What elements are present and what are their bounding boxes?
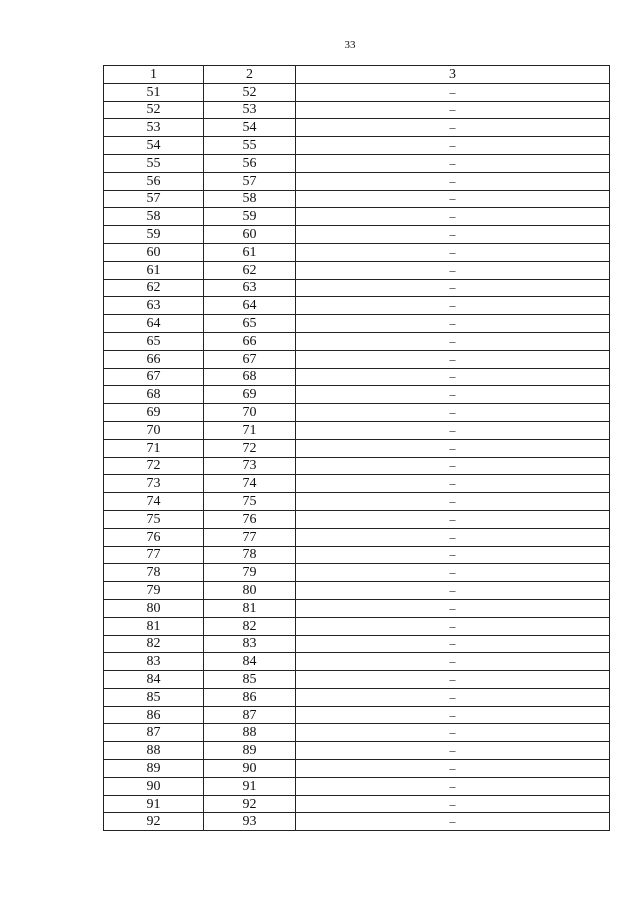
table-cell-col-3: – xyxy=(296,671,610,689)
column-header-3: 3 xyxy=(296,66,610,84)
table-cell-col-1: 83 xyxy=(104,653,204,671)
table-cell-col-3: – xyxy=(296,154,610,172)
table-row xyxy=(104,706,610,724)
table-cell-col-3: – xyxy=(296,404,610,422)
table-row xyxy=(104,190,610,208)
table-cell-col-2: 73 xyxy=(204,457,296,475)
table-cell-col-2: 87 xyxy=(204,706,296,724)
table-row xyxy=(104,635,610,653)
table-row xyxy=(104,653,610,671)
table-cell-col-3: – xyxy=(296,119,610,137)
table-row xyxy=(104,510,610,528)
table-row xyxy=(104,795,610,813)
column-header-1: 1 xyxy=(104,66,204,84)
table-cell-col-3: – xyxy=(296,688,610,706)
table-cell-col-1: 71 xyxy=(104,439,204,457)
table-cell-col-2: 63 xyxy=(204,279,296,297)
table-cell-col-3: – xyxy=(296,475,610,493)
table-header-row xyxy=(104,66,610,84)
table-cell-col-3: – xyxy=(296,599,610,617)
table-cell-col-2: 52 xyxy=(204,83,296,101)
table-cell-col-3: – xyxy=(296,172,610,190)
table-row xyxy=(104,564,610,582)
table-cell-col-2: 64 xyxy=(204,297,296,315)
table-row xyxy=(104,350,610,368)
table-cell-col-3: – xyxy=(296,813,610,831)
table-cell-col-1: 88 xyxy=(104,742,204,760)
table-cell-col-2: 89 xyxy=(204,742,296,760)
table-row xyxy=(104,813,610,831)
table-cell-col-3: – xyxy=(296,297,610,315)
table-cell-col-1: 92 xyxy=(104,813,204,831)
table-cell-col-2: 76 xyxy=(204,510,296,528)
table-cell-col-1: 73 xyxy=(104,475,204,493)
table-row xyxy=(104,404,610,422)
table-cell-col-2: 84 xyxy=(204,653,296,671)
table-cell-col-2: 70 xyxy=(204,404,296,422)
table-cell-col-1: 67 xyxy=(104,368,204,386)
table-cell-col-3: – xyxy=(296,208,610,226)
table-cell-col-3: – xyxy=(296,137,610,155)
page-number: 33 xyxy=(344,39,356,51)
table-cell-col-3: – xyxy=(296,653,610,671)
table-cell-col-1: 59 xyxy=(104,226,204,244)
table-cell-col-1: 74 xyxy=(104,493,204,511)
table-cell-col-3: – xyxy=(296,439,610,457)
table-cell-col-1: 57 xyxy=(104,190,204,208)
table-cell-col-1: 51 xyxy=(104,83,204,101)
table-cell-col-1: 81 xyxy=(104,617,204,635)
table-cell-col-3: – xyxy=(296,279,610,297)
table-cell-col-2: 86 xyxy=(204,688,296,706)
table-cell-col-2: 88 xyxy=(204,724,296,742)
table-row xyxy=(104,137,610,155)
table-row xyxy=(104,599,610,617)
table-row xyxy=(104,208,610,226)
table-cell-col-1: 55 xyxy=(104,154,204,172)
table-cell-col-2: 83 xyxy=(204,635,296,653)
table-cell-col-1: 69 xyxy=(104,404,204,422)
column-header-2: 2 xyxy=(204,66,296,84)
table-cell-col-2: 75 xyxy=(204,493,296,511)
table-row xyxy=(104,742,610,760)
table-cell-col-1: 56 xyxy=(104,172,204,190)
table-cell-col-1: 58 xyxy=(104,208,204,226)
table-cell-col-2: 60 xyxy=(204,226,296,244)
table-cell-col-2: 90 xyxy=(204,760,296,778)
table-row xyxy=(104,297,610,315)
table-cell-col-3: – xyxy=(296,226,610,244)
table-cell-col-3: – xyxy=(296,243,610,261)
table-cell-col-1: 62 xyxy=(104,279,204,297)
table-row xyxy=(104,421,610,439)
table-cell-col-2: 79 xyxy=(204,564,296,582)
table-cell-col-1: 75 xyxy=(104,510,204,528)
table-row xyxy=(104,243,610,261)
table-row xyxy=(104,582,610,600)
table-cell-col-3: – xyxy=(296,101,610,119)
table-row xyxy=(104,332,610,350)
table-cell-col-2: 59 xyxy=(204,208,296,226)
table-cell-col-2: 80 xyxy=(204,582,296,600)
table-row xyxy=(104,386,610,404)
table-cell-col-2: 61 xyxy=(204,243,296,261)
table-cell-col-2: 85 xyxy=(204,671,296,689)
table-cell-col-3: – xyxy=(296,546,610,564)
table-cell-col-3: – xyxy=(296,368,610,386)
table-cell-col-1: 61 xyxy=(104,261,204,279)
table-cell-col-1: 60 xyxy=(104,243,204,261)
table-cell-col-1: 65 xyxy=(104,332,204,350)
table-row xyxy=(104,368,610,386)
table-cell-col-1: 84 xyxy=(104,671,204,689)
table-cell-col-3: – xyxy=(296,421,610,439)
table-cell-col-3: – xyxy=(296,742,610,760)
table-cell-col-1: 70 xyxy=(104,421,204,439)
table-cell-col-2: 72 xyxy=(204,439,296,457)
table-cell-col-1: 52 xyxy=(104,101,204,119)
table-row xyxy=(104,760,610,778)
table-cell-col-2: 78 xyxy=(204,546,296,564)
table-cell-col-2: 55 xyxy=(204,137,296,155)
table-cell-col-2: 66 xyxy=(204,332,296,350)
table-cell-col-2: 57 xyxy=(204,172,296,190)
table-cell-col-2: 91 xyxy=(204,777,296,795)
table-row xyxy=(104,546,610,564)
table-cell-col-2: 68 xyxy=(204,368,296,386)
table-cell-col-2: 93 xyxy=(204,813,296,831)
table-cell-col-2: 56 xyxy=(204,154,296,172)
table-cell-col-2: 74 xyxy=(204,475,296,493)
table-cell-col-3: – xyxy=(296,635,610,653)
table-cell-col-1: 76 xyxy=(104,528,204,546)
table-cell-col-2: 65 xyxy=(204,315,296,333)
table-cell-col-1: 82 xyxy=(104,635,204,653)
table-row xyxy=(104,777,610,795)
table-row xyxy=(104,688,610,706)
table-cell-col-1: 68 xyxy=(104,386,204,404)
table-cell-col-2: 53 xyxy=(204,101,296,119)
table-row xyxy=(104,671,610,689)
table-cell-col-1: 78 xyxy=(104,564,204,582)
table-cell-col-2: 54 xyxy=(204,119,296,137)
table-cell-col-1: 77 xyxy=(104,546,204,564)
table-cell-col-1: 87 xyxy=(104,724,204,742)
table-cell-col-1: 91 xyxy=(104,795,204,813)
table-cell-col-3: – xyxy=(296,777,610,795)
table-cell-col-2: 58 xyxy=(204,190,296,208)
table-cell-col-1: 80 xyxy=(104,599,204,617)
table-cell-col-3: – xyxy=(296,315,610,333)
table-cell-col-1: 79 xyxy=(104,582,204,600)
table-cell-col-3: – xyxy=(296,617,610,635)
table-cell-col-2: 67 xyxy=(204,350,296,368)
table-cell-col-2: 92 xyxy=(204,795,296,813)
table-cell-col-1: 54 xyxy=(104,137,204,155)
table-row xyxy=(104,279,610,297)
table-cell-col-3: – xyxy=(296,190,610,208)
table-cell-col-1: 86 xyxy=(104,706,204,724)
table-cell-col-3: – xyxy=(296,350,610,368)
table-row xyxy=(104,439,610,457)
table-cell-col-3: – xyxy=(296,564,610,582)
table-cell-col-1: 72 xyxy=(104,457,204,475)
table-cell-col-3: – xyxy=(296,332,610,350)
table-row xyxy=(104,226,610,244)
table-cell-col-1: 64 xyxy=(104,315,204,333)
table-cell-col-1: 53 xyxy=(104,119,204,137)
table-row xyxy=(104,119,610,137)
table-row xyxy=(104,101,610,119)
table-row xyxy=(104,724,610,742)
table-cell-col-3: – xyxy=(296,510,610,528)
table-cell-col-1: 66 xyxy=(104,350,204,368)
table-row xyxy=(104,83,610,101)
table-cell-col-1: 90 xyxy=(104,777,204,795)
table-row xyxy=(104,172,610,190)
table-row xyxy=(104,475,610,493)
table-row xyxy=(104,528,610,546)
table-cell-col-3: – xyxy=(296,457,610,475)
table-cell-col-3: – xyxy=(296,83,610,101)
table-cell-col-1: 85 xyxy=(104,688,204,706)
table-cell-col-3: – xyxy=(296,582,610,600)
table-cell-col-3: – xyxy=(296,706,610,724)
table-cell-col-3: – xyxy=(296,528,610,546)
table-row xyxy=(104,457,610,475)
table-cell-col-3: – xyxy=(296,386,610,404)
table-cell-col-1: 89 xyxy=(104,760,204,778)
table-cell-col-3: – xyxy=(296,795,610,813)
table-cell-col-3: – xyxy=(296,261,610,279)
table-row xyxy=(104,617,610,635)
table-row xyxy=(104,315,610,333)
table-cell-col-1: 63 xyxy=(104,297,204,315)
table-cell-col-2: 69 xyxy=(204,386,296,404)
table-cell-col-3: – xyxy=(296,493,610,511)
table-cell-col-2: 77 xyxy=(204,528,296,546)
table-row xyxy=(104,261,610,279)
table-cell-col-2: 62 xyxy=(204,261,296,279)
table-body xyxy=(104,66,610,831)
table-row xyxy=(104,493,610,511)
table-row xyxy=(104,154,610,172)
table-cell-col-2: 81 xyxy=(204,599,296,617)
table-cell-col-2: 71 xyxy=(204,421,296,439)
data-table xyxy=(103,65,610,831)
table-cell-col-3: – xyxy=(296,724,610,742)
table-cell-col-3: – xyxy=(296,760,610,778)
table-cell-col-2: 82 xyxy=(204,617,296,635)
